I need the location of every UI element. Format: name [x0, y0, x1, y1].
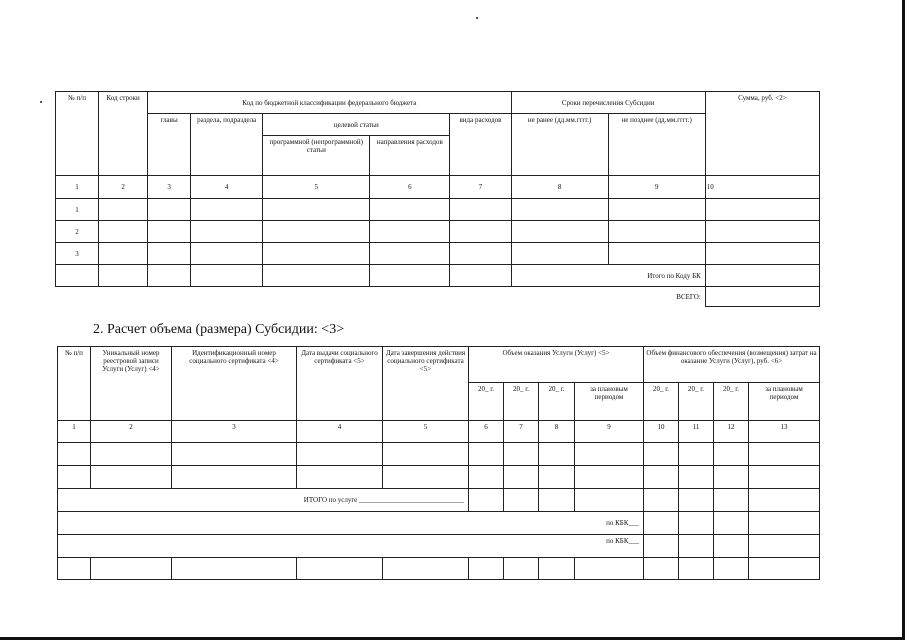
col-header-year: 20_ г. [504, 383, 539, 421]
col-header-not-later: не позднее (дд.мм.гггг.) [608, 114, 705, 176]
col-number: 10 [705, 176, 819, 199]
table-row [56, 199, 820, 221]
col-header-year: 20_ г. [714, 383, 749, 421]
budget-classification-table [55, 91, 820, 307]
col-header-kbk: Код по бюджетной классификации федерального бюджета [148, 92, 511, 114]
kbk-row [58, 535, 820, 558]
col-number: 7 [504, 421, 539, 443]
grand-total-row [56, 287, 820, 307]
col-number: 8 [539, 421, 575, 443]
col-header-year: 20_ г. [644, 383, 679, 421]
column-number-row [56, 176, 820, 199]
col-number: 1 [56, 176, 99, 199]
scan-speck [40, 101, 42, 103]
col-number: 12 [714, 421, 749, 443]
table-row [58, 466, 820, 489]
col-number: 8 [511, 176, 608, 199]
column-number-row [58, 421, 820, 443]
col-header-planned: за плановым периодом [575, 383, 644, 421]
col-number: 3 [148, 176, 191, 199]
col-header-ident-number: Идентификационный номер социального сертификата <4> [172, 347, 297, 421]
col-header-planned: за плановым периодом [749, 383, 820, 421]
col-header-razdel: раздела, подраздела [191, 114, 263, 176]
col-number: 10 [644, 421, 679, 443]
col-number: 9 [575, 421, 644, 443]
col-number: 6 [469, 421, 504, 443]
col-number: 6 [370, 176, 450, 199]
col-number: 5 [263, 176, 370, 199]
col-number: 9 [608, 176, 705, 199]
row-number: 3 [56, 243, 99, 265]
scan-speck [476, 17, 478, 19]
col-header-volume: Объем оказания Услуги (Услуг) <5> [469, 347, 644, 383]
col-header-vid: вида расходов [450, 114, 511, 176]
col-number: 2 [91, 421, 172, 443]
kbk-label: по КБК___ [58, 535, 644, 558]
col-header-sum: Сумма, руб. <2> [705, 92, 819, 176]
col-number: 4 [191, 176, 263, 199]
col-header-issue-date: Дата выдачи социального сертификата <5> [297, 347, 383, 421]
col-header-end-date: Дата завершения действия социального сертификата <5> [383, 347, 469, 421]
col-number: 13 [749, 421, 820, 443]
col-header-finance: Объем финансового обеспечения (возмещения) затрат на оказание Услуги (Услуг), руб. <6> [644, 347, 820, 383]
col-number: 2 [99, 176, 148, 199]
section-heading: 2. Расчет объема (размера) Субсидии: <3> [93, 322, 345, 337]
total-kbk-row [56, 265, 820, 287]
kbk-label: по КБК___ [58, 512, 644, 535]
itogo-row [58, 489, 820, 512]
row-number: 1 [56, 199, 99, 221]
col-header-year: 20_ г. [679, 383, 714, 421]
col-number: 3 [172, 421, 297, 443]
col-header-row-code: Код строки [99, 92, 148, 176]
col-header-terms: Сроки перечисления Субсидии [511, 92, 705, 114]
table-row [56, 243, 820, 265]
total-kbk-label: Итого по Коду БК [511, 265, 705, 287]
col-number: 1 [58, 421, 91, 443]
grand-total-label: ВСЕГО: [676, 292, 701, 301]
row-number: 2 [56, 221, 99, 243]
col-number: 11 [679, 421, 714, 443]
col-header-year: 20_ г. [539, 383, 575, 421]
itogo-label: ИТОГО по услуге ______________________________ [58, 489, 469, 512]
table-row [58, 443, 820, 466]
col-header-direction: направления расходов [370, 136, 450, 176]
col-header-unique-number: Уникальный номер реестровой записи Услуги (Услуг) <4> [91, 347, 172, 421]
col-header-program: программной (непрограммной) статьи [263, 136, 370, 176]
table-row [56, 221, 820, 243]
table-row [58, 558, 820, 580]
kbk-row [58, 512, 820, 535]
col-number: 7 [450, 176, 511, 199]
col-number: 5 [383, 421, 469, 443]
subsidy-calculation-table [57, 346, 820, 580]
col-header-year: 20_ г. [469, 383, 504, 421]
col-header-not-earlier: не ранее (дд.мм.гггг.) [511, 114, 608, 176]
col-header-target: целевой статьи [263, 114, 450, 136]
col-header-num: № п/п [56, 92, 99, 176]
col-header-glavy: главы [148, 114, 191, 176]
col-number: 4 [297, 421, 383, 443]
col-header-num: № п/п [58, 347, 91, 421]
